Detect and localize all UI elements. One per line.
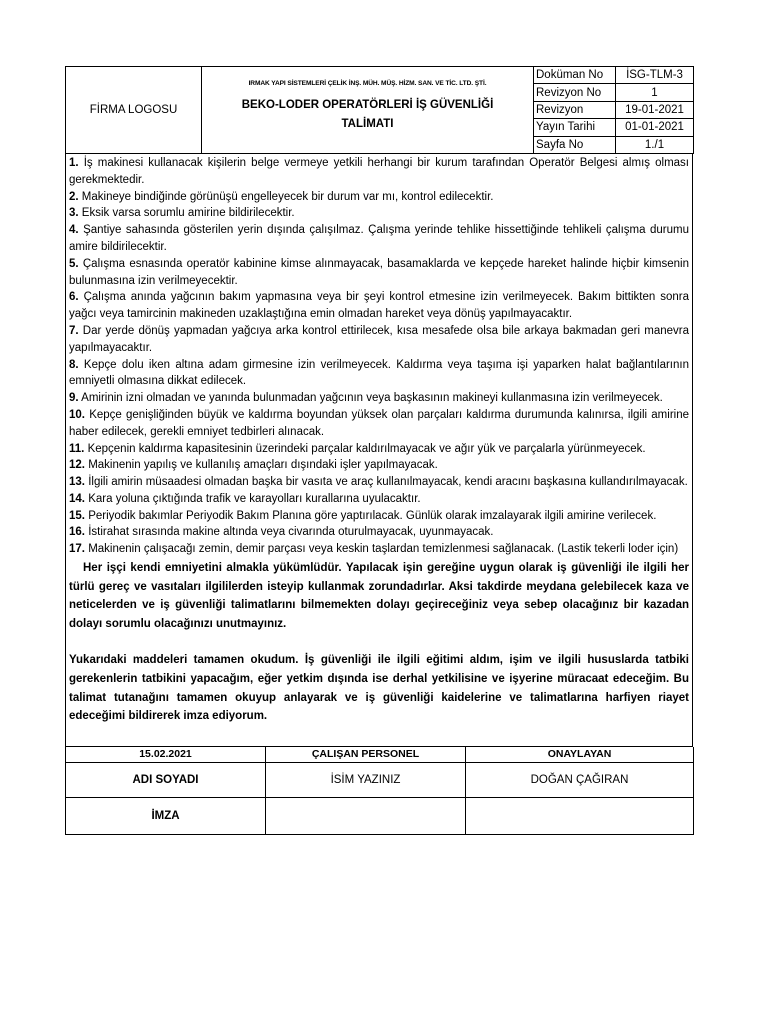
instruction-item	[69, 289, 689, 323]
item-text: Kepçe genişliğinden büyük ve kaldırma boyundan yüksek olan parçaları kaldırma durumunda kalınırsa, ilgili amirine haber edilecek, gerekli emniyet tedbirleri alınacak.	[69, 408, 689, 438]
title-block	[202, 67, 534, 154]
meta-value: İSG-TLM-3	[616, 67, 694, 84]
item-number: 12.	[69, 459, 85, 472]
meta-label: Yayın Tarihi	[534, 119, 616, 136]
instruction-item	[69, 407, 689, 441]
instruction-item	[69, 323, 689, 357]
document-date: 15.02.2021	[66, 747, 266, 763]
item-number: 11.	[69, 442, 85, 455]
meta-value: 19-01-2021	[616, 101, 694, 118]
item-number: 6.	[69, 291, 79, 304]
item-text: İş makinesi kullanacak kişilerin belge vermeye yetkili herhangi bir kurum tarafından Operatör Belgesi almış olması gerekmektedir.	[69, 156, 689, 186]
instruction-item	[69, 491, 689, 508]
item-number: 5.	[69, 257, 79, 270]
meta-value: 01-01-2021	[616, 119, 694, 136]
item-text: Makinenin çalışacağı zemin, demir parçası veya keskin taşlardan temizlenmesi sağlanacak. (Lastik tekerli loder için)	[88, 543, 679, 556]
title-line-1: BEKO-LODER OPERATÖRLERİ İŞ GÜVENLİĞİ	[241, 99, 494, 111]
item-text: Kepçe dolu iken altına adam girmesine izin verilmeyecek. Kaldırma veya taşıma işi yaparken halat bağlantılarının emniyetli olmasına dikkat edilecek.	[69, 358, 689, 388]
item-number: 16.	[69, 526, 85, 539]
company-name: IRMAK YAPI SİSTEMLERİ ÇELİK İNŞ. MÜH. MÜŞ. HİZM. SAN. VE TİC. LTD. ŞTİ.	[248, 80, 487, 87]
signature-row-label: İMZA	[66, 797, 266, 834]
item-number: 8.	[69, 358, 79, 371]
item-number: 10.	[69, 408, 85, 421]
item-text: Çalışma anında yağcının bakım yapmasına veya bir şeyi kontrol etmesine izin verilmeyecek. Bakım bittikten sonra yağcı veya tamircinin makineden uzaklaştığına emin olmadan hareket veya dönüş yapılmayacaktır.	[69, 291, 689, 321]
approver-signature-field[interactable]	[466, 797, 694, 834]
instruction-item	[69, 508, 689, 525]
logo-text: FİRMA LOGOSU	[89, 103, 178, 116]
instruction-body	[65, 154, 693, 747]
item-text: Makinenin yapılış ve kullanılış amaçları dışındaki işler yapılmayacak.	[88, 459, 438, 472]
name-row-label: ADI SOYADI	[66, 762, 266, 797]
item-text: İstirahat sırasında makine altında veya civarında oturulmayacak, uyunmayacak.	[88, 526, 494, 539]
item-number: 3.	[69, 207, 79, 220]
item-text: Kara yoluna çıktığında trafik ve karayolları kurallarına uyulacaktır.	[88, 492, 421, 505]
item-text: Periyodik bakımlar Periyodik Bakım Planına göre yaptırılacak. Günlük olarak imzalayarak ilgili amirine verilecek.	[88, 509, 657, 522]
item-text: Amirinin izni olmadan ve yanında bulunmadan yağcının veya başkasının makineyi kullanmasına izin verilmeyecek.	[81, 392, 663, 405]
signature-table	[65, 747, 694, 835]
item-number: 14.	[69, 492, 85, 505]
instruction-item	[69, 441, 689, 458]
meta-value: 1./1	[616, 136, 694, 153]
approver-column-header: ONAYLAYAN	[466, 747, 694, 763]
instruction-item	[69, 189, 689, 206]
document-title	[206, 96, 529, 134]
item-text: Şantiye sahasında gösterilen yerin dışında çalışılmaz. Çalışma yerinde tehlike hissettiğinde tehlikeli çalışma durumu amire bildirilecektir.	[69, 224, 689, 253]
instruction-item	[69, 256, 689, 290]
instruction-document	[65, 66, 693, 835]
item-number: 13.	[69, 476, 85, 489]
instruction-item	[69, 222, 689, 256]
title-line-2: TALİMATI	[341, 118, 394, 130]
meta-label: Revizyon	[534, 101, 616, 118]
company-logo-placeholder	[66, 67, 202, 154]
item-number: 15.	[69, 509, 85, 522]
item-number: 1.	[69, 156, 79, 169]
meta-label: Sayfa No	[534, 136, 616, 153]
item-text: Kepçenin kaldırma kapasitesinin üzerindeki parçalar kaldırılmayacak ve ağır yük ve parçalarla yürünmeyecek.	[87, 442, 646, 455]
employee-column-header: ÇALIŞAN PERSONEL	[266, 747, 466, 763]
item-text: İlgili amirin müsaadesi olmadan başka bir vasıta ve araç kullanılmayacak, kendi aracını başkasına kullandırılmayacak.	[88, 476, 688, 489]
item-text: Makineye bindiğinde görünüşü engelleyecek bir durum var mı, kontrol edilecektir.	[81, 190, 494, 203]
employee-signature-field[interactable]	[266, 797, 466, 834]
instruction-item	[69, 457, 689, 474]
item-text: Eksik varsa sorumlu amirine bildirilecektir.	[81, 207, 295, 220]
meta-value: 1	[616, 84, 694, 101]
instruction-list	[69, 155, 689, 558]
item-number: 9.	[69, 392, 79, 405]
instruction-item	[69, 357, 689, 391]
meta-label: Doküman No	[534, 67, 616, 84]
acknowledgement-paragraph: Yukarıdaki maddeleri tamamen okudum. İş güvenliği ile ilgili eğitimi aldım, işim ve ilgili hususlarda tatbiki gerekenlerin tatbikini yapacağım, eğer yetkim dışında ise derhal yetkilisine ve işyerine müracaat edeceğim. Bu talimat tutanağını tamamen okuyup anlayarak ve iş güvenliği kaidelerine ve talimatlarına harfiyen riayet edeceğimi bildirerek imza ediyorum.	[69, 654, 689, 723]
meta-label: Revizyon No	[534, 84, 616, 101]
approver-name: DOĞAN ÇAĞIRAN	[466, 762, 694, 797]
item-number: 17.	[69, 543, 85, 556]
instruction-item	[69, 541, 689, 558]
instruction-item	[69, 205, 689, 222]
instruction-item	[69, 390, 689, 407]
instruction-item	[69, 474, 689, 491]
item-number: 7.	[69, 324, 79, 337]
instruction-item	[69, 155, 689, 189]
item-text: Çalışma esnasında operatör kabinine kimse alınmayacak, basamaklarda ve kepçede hareket halinde hiçbir kimsenin bulunmasına izin verilmeyecektir.	[69, 257, 689, 287]
item-text: Dar yerde dönüş yapmadan yağcıya arka kontrol ettirilecek, kısa mesafede olsa bile arkaya bakmadan geri manevra yapılmayacaktır.	[69, 324, 690, 354]
responsibility-paragraph: Her işçi kendi emniyetini almakla yükümlüdür. Yapılacak işin gereğine uygun olarak iş güvenliği ile ilgili her türlü gereç ve vasıtaları ilgililerden isteyip kullanmak zorundadırlar. Aksi takdirde meydana gelebilecek kaza ve neticelerden ve iş güvenliği talimatlarını bilmemekten dolayı geçireceğiniz veya sebep olacağınız bir kazadan dolayı sorumlu olacağınızı unutmayınız.	[69, 562, 689, 630]
document-header	[65, 66, 694, 154]
employee-name-field[interactable]: İSİM YAZINIZ	[266, 762, 466, 797]
item-number: 2.	[69, 190, 79, 203]
item-number: 4.	[69, 224, 79, 237]
instruction-item	[69, 524, 689, 541]
